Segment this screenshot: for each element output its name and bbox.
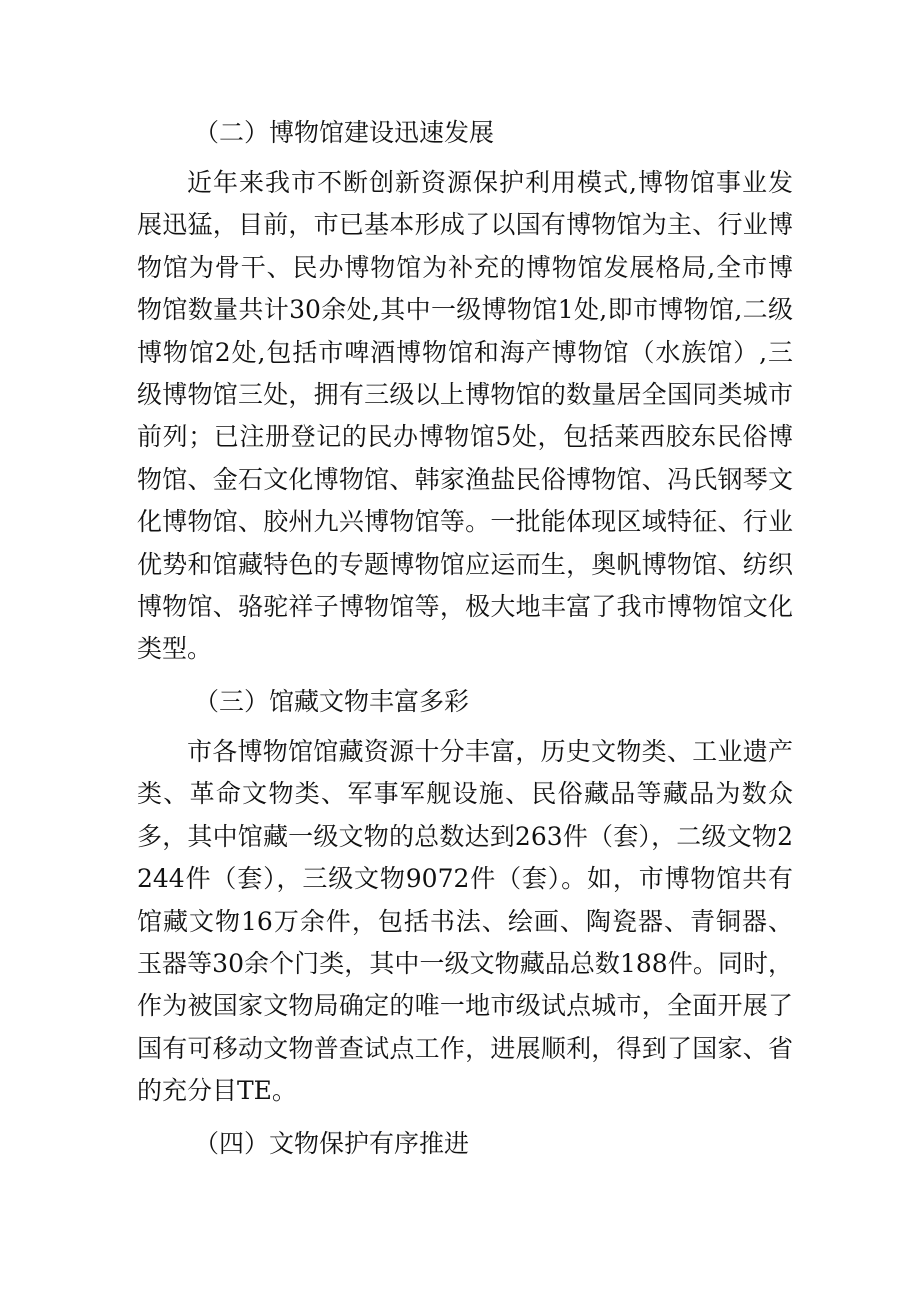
paragraph-museum-development: 近年来我市不断创新资源保护利用模式,博物馆事业发展迅猛，目前，市已基本形成了以国有博物馆为主、行业博物馆为骨干、民办博物馆为补充的博物馆发展格局,全市博物馆数量共计30余处,其中一级博物馆1处,即市博物馆,二级博物馆2处,包括市啤酒博物馆和海产博物馆（水族馆）,三级博物馆三处，拥有三级以上博物馆的数量居全国同类城市前列；已注册登记的民办博物馆5处，包括莱西胶东民俗博物馆、金石文化博物馆、韩家渔盐民俗博物馆、冯氏钢琴文化博物馆、胶州九兴博物馆等。一批能体现区域特征、行业优势和馆藏特色的专题博物馆应运而生，奥帆博物馆、纺织博物馆、骆驼祥子博物馆等，极大地丰富了我市博物馆文化类型。 (137, 168, 793, 664)
section-heading-collections: （三）馆藏文物丰富多彩 (194, 686, 470, 716)
section-heading-museum-development: （二）博物馆建设迅速发展 (194, 118, 495, 147)
document-body (137, 112, 793, 1165)
paragraph-collections: 市各博物馆馆藏资源十分丰富，历史文物类、工业遗产类、革命文物类、军事军舰设施、民俗藏品等藏品为数众多，其中馆藏一级文物的总数达到263件（套），二级文物2244件（套），三级文物9072件（套）。如，市博物馆共有馆藏文物16万余件，包括书法、绘画、陶瓷器、青铜器、玉器等30余个门类，其中一级文物藏品总数188件。同时，作为被国家文物局确定的唯一地市级试点城市，全面开展了国有可移动文物普查试点工作，进展顺利，得到了国家、省的充分目TE。 (137, 736, 793, 1106)
section-heading-heritage-protection: （四）文物保护有序推进 (194, 1128, 470, 1158)
